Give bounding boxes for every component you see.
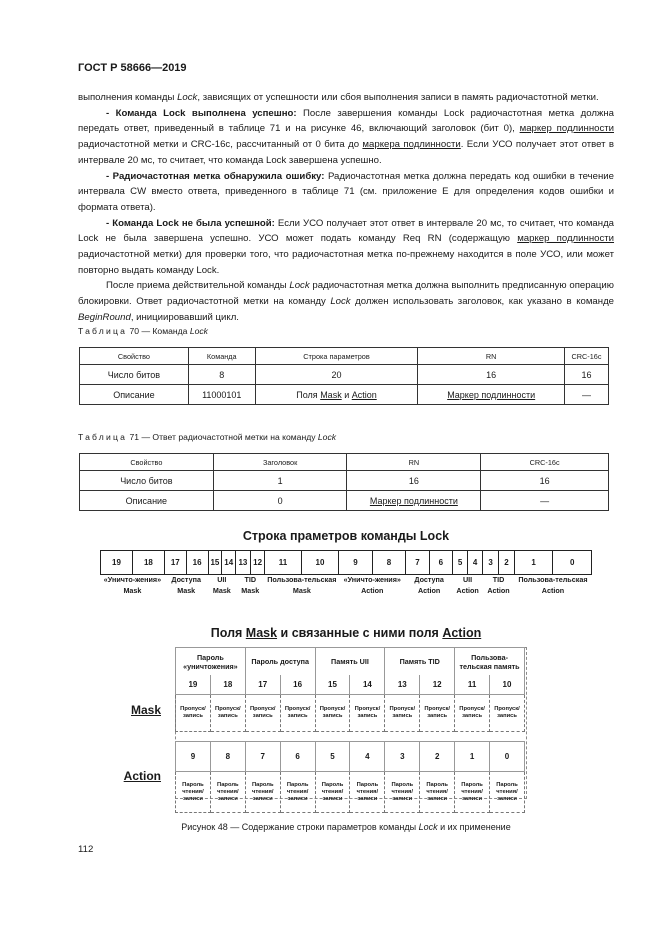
field-bit-number: 2 [420, 742, 455, 772]
action-cell: Пароль чтения/ записи [350, 772, 385, 813]
bit-group-label: UII Mask [212, 575, 231, 595]
field-group-label: Пользова-тельская память [455, 648, 525, 676]
body-text [78, 90, 614, 326]
action-cell: Пароль чтения/ записи [245, 772, 280, 813]
mask-cell: Пропуск/ запись [245, 695, 280, 732]
field-bit-number: 7 [245, 742, 280, 772]
mask-label: Mask [130, 703, 161, 717]
table-cell: 1 [213, 471, 347, 491]
field-bit-number: 1 [455, 742, 490, 772]
spacer-row [176, 732, 525, 742]
mask-bit-number-row [176, 675, 525, 695]
table-cell: 16 [481, 471, 609, 491]
bit-cell: 10 [301, 551, 339, 575]
bit-cell: 16 [186, 551, 208, 575]
table-cell: — [565, 385, 609, 405]
header-cell: CRC-16c [481, 454, 609, 471]
field-bit-number: 13 [385, 675, 420, 695]
table-row [80, 471, 609, 491]
field-group-label: Пароль доступа [245, 648, 315, 676]
bit-group-label: Пользова-тельская Action [518, 575, 588, 595]
table-cell: Поля Mask и Action [255, 385, 418, 405]
bit-group-label: UII Action [456, 575, 479, 595]
bit-group-label: «Уничто-жения» Mask [103, 575, 162, 595]
field-bit-number: 6 [280, 742, 315, 772]
action-cell: Пароль чтения/ записи [455, 772, 490, 813]
table-cell: Описание [80, 385, 189, 405]
field-bit-number: 17 [245, 675, 280, 695]
figure-title-parameter-string: Строка праметров команды Lock [242, 529, 450, 543]
header-cell: Строка параметров [255, 348, 418, 365]
bit-cell: 14 [222, 551, 236, 575]
field-bit-number: 16 [280, 675, 315, 695]
field-bit-number: 14 [350, 675, 385, 695]
bit-group-label: Доступа Action [414, 575, 444, 595]
paragraph-lock-success: - Команда Lock выполнена успешно: После завершения команды Lock радиочастотная метка должна передать ответ, приведенный в таблице 71 и на рисунке 46, включающий заголовок (бит 0), маркер подлинности радиочастотной метки и CRC-16c, рассчитанный от 0 бита до маркера подлинности. Если УСО получает этот ответ в интервале 20 мс, то считает, что команда Lock завершена успешно. [78, 107, 615, 166]
bit-cell: 3 [483, 551, 499, 575]
bit-cell: 13 [236, 551, 251, 575]
action-label: Action [123, 769, 161, 783]
table-header-row [80, 454, 609, 471]
field-group-label: Пароль «уничтожения» [176, 648, 246, 676]
table-cell: Маркер подлинности [347, 491, 481, 511]
bit-cell: 5 [453, 551, 468, 575]
action-cell: Пароль чтения/ записи [315, 772, 350, 813]
bit-group-label: «Уничто-жения» Action [343, 575, 401, 595]
bit-number-row [101, 551, 592, 575]
table-70 [79, 347, 609, 405]
table-cell: 20 [255, 365, 418, 385]
field-bit-number: 9 [176, 742, 211, 772]
table-cell: 0 [213, 491, 347, 511]
field-group-row [176, 648, 525, 676]
field-bit-number: 3 [385, 742, 420, 772]
bit-cell: 19 [101, 551, 133, 575]
bit-group-label: TID Mask [241, 575, 260, 595]
mask-cell: Пропуск/ запись [315, 695, 350, 732]
action-cell: Пароль чтения/ записи [280, 772, 315, 813]
header-cell: Команда [188, 348, 255, 365]
mask-cell: Пропуск/ запись [490, 695, 525, 732]
header-cell: RN [347, 454, 481, 471]
document-header: ГОСТ Р 58666—2019 [78, 62, 187, 74]
mask-cell: Пропуск/ запись [280, 695, 315, 732]
table-cell: Маркер подлинности [418, 385, 565, 405]
figure-title-fields: Поля Mask и связанные с ними поля Action [210, 626, 482, 640]
table-cell: 8 [188, 365, 255, 385]
action-cell: Пароль чтения/ записи [420, 772, 455, 813]
action-cell: Пароль чтения/ записи [490, 772, 525, 813]
table-cell: Число битов [80, 471, 214, 491]
table-cell: — [481, 491, 609, 511]
paragraph-1: выполнения команды Lock, зависящих от успешности или сбоя выполнения записи в память радиочастотной метки. [78, 92, 599, 103]
bit-group-label-row [101, 575, 592, 597]
bit-cell: 18 [132, 551, 164, 575]
action-cell-row [176, 772, 525, 813]
mask-cell: Пропуск/ запись [350, 695, 385, 732]
field-bit-number: 4 [350, 742, 385, 772]
mask-cell-row [176, 695, 525, 732]
paragraph-lock-failed: - Команда Lock не была успешной: Если УСО получает этот ответ в интервале 20 мс, то считает, что команда Lock не была завершена успешно. УСО может подать команду Req RN (содержащую маркер подлинности радиочастотной метки) для проверки того, что радиочастотная метка по-прежнему находится в поле УСО, или может повторно выдать команду Lock. [78, 217, 615, 276]
bit-cell: 17 [164, 551, 186, 575]
mask-cell: Пропуск/ запись [210, 695, 245, 732]
table-row [80, 365, 609, 385]
table-70-caption: Таблица 70 — Команда Lock [78, 326, 208, 336]
action-cell: Пароль чтения/ записи [210, 772, 245, 813]
table-cell: 16 [565, 365, 609, 385]
table-cell: 16 [347, 471, 481, 491]
action-bit-number-row [176, 742, 525, 772]
header-cell: Свойство [80, 348, 189, 365]
header-cell: CRC-16c [565, 348, 609, 365]
bit-group-label: Пользова-тельская Mask [267, 575, 337, 595]
field-group-label: Память UII [315, 648, 385, 676]
bit-cell: 2 [498, 551, 514, 575]
mask-cell: Пропуск/ запись [455, 695, 490, 732]
field-bit-number: 0 [490, 742, 525, 772]
paragraph-after-lock: После приема действительной команды Lock радиочастотная метка должна выполнить предписанную операцию блокировки. Ответ радиочастотной метки на команду Lock должен использовать заголовок, как указано в команде BeginRound, инициировавший цикл. [78, 280, 614, 323]
bit-layout-table [100, 550, 592, 596]
bit-cell: 7 [406, 551, 429, 575]
bit-cell: 4 [468, 551, 483, 575]
mask-action-fields-table [175, 647, 525, 813]
figure-caption: Рисунок 48 — Содержание строки параметров команды Lock и их применение [181, 822, 511, 832]
mask-cell: Пропуск/ запись [420, 695, 455, 732]
table-71-caption: Таблица 71 — Ответ радиочастотной метки на команду Lock [78, 432, 337, 442]
bit-cell: 6 [429, 551, 452, 575]
table-cell: Описание [80, 491, 214, 511]
header-cell: RN [418, 348, 565, 365]
table-row [80, 491, 609, 511]
table-row [80, 385, 609, 405]
field-bit-number: 12 [420, 675, 455, 695]
field-bit-number: 10 [490, 675, 525, 695]
bit-cell: 8 [372, 551, 405, 575]
field-bit-number: 5 [315, 742, 350, 772]
mask-cell: Пропуск/ запись [385, 695, 420, 732]
action-cell: Пароль чтения/ записи [385, 772, 420, 813]
header-cell: Свойство [80, 454, 214, 471]
field-bit-number: 19 [176, 675, 211, 695]
mask-cell: Пропуск/ запись [176, 695, 211, 732]
header-cell: Заголовок [213, 454, 347, 471]
table-71 [79, 453, 609, 511]
table-header-row [80, 348, 609, 365]
bit-cell: 1 [514, 551, 552, 575]
bit-group-label: Доступа Mask [171, 575, 201, 595]
table-cell: 16 [418, 365, 565, 385]
field-bit-number: 8 [210, 742, 245, 772]
paragraph-tag-error: - Радиочастотная метка обнаружила ошибку: Радиочастотная метка должна передать код ошибки в течение интервала CW вместо ответа, приведенного в таблице 71 (см. приложение Е для определения кодов ошибки и формата ответа). [78, 170, 614, 213]
page-number: 112 [78, 844, 94, 855]
table-cell: Число битов [80, 365, 189, 385]
bit-cell: 9 [339, 551, 372, 575]
bit-cell: 0 [553, 551, 592, 575]
bit-cell: 11 [265, 551, 301, 575]
action-cell: Пароль чтения/ записи [176, 772, 211, 813]
field-bit-number: 15 [315, 675, 350, 695]
table-cell: 11000101 [188, 385, 255, 405]
field-bit-number: 18 [210, 675, 245, 695]
field-bit-number: 11 [455, 675, 490, 695]
bit-cell: 12 [250, 551, 265, 575]
bit-cell: 15 [208, 551, 222, 575]
field-group-label: Память TID [385, 648, 455, 676]
bit-group-label: TID Action [487, 575, 510, 595]
